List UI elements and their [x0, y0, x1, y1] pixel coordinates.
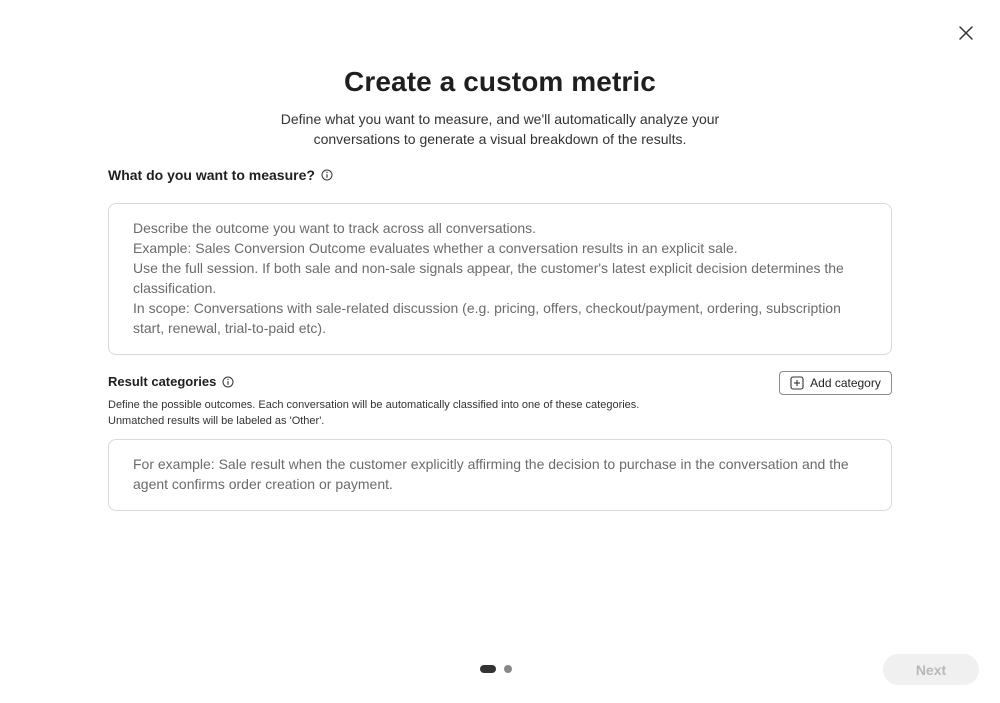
hint-line: Unmatched results will be labeled as 'Other'.: [108, 415, 325, 427]
hint-line: Define the possible outcomes. Each conversation will be automatically classified into one of these categories.: [108, 399, 640, 411]
add-category-label: Add category: [810, 376, 881, 390]
category-textarea[interactable]: [108, 439, 892, 511]
next-button[interactable]: Next: [883, 654, 979, 685]
measure-label-row: [108, 167, 333, 183]
categories-hint: [108, 397, 768, 429]
placeholder-line: Describe the outcome you want to track across all conversations.: [133, 220, 537, 236]
placeholder-text: For example: Sale result when the customer explicitly affirming the decision to purchase in the conversation and the agent confirms order creation or payment.: [133, 456, 849, 492]
page-dot-active[interactable]: [480, 665, 496, 673]
measure-textarea[interactable]: [108, 203, 892, 355]
categories-label-row: [108, 374, 234, 389]
categories-label: Result categories: [108, 374, 217, 389]
placeholder-line: Use the full session. If both sale and non-sale signals appear, the customer's latest explicit decision determines the classification.: [133, 260, 844, 296]
close-button[interactable]: [954, 21, 978, 45]
dialog-title: Create a custom metric: [344, 66, 656, 97]
measure-label: What do you want to measure?: [108, 167, 315, 183]
add-category-button[interactable]: [779, 371, 892, 395]
pagination-dots: [480, 664, 512, 674]
dialog-subtitle: [270, 109, 730, 149]
page-dot[interactable]: [504, 665, 512, 673]
plus-square-icon: [790, 376, 804, 390]
subtitle-line: Define what you want to measure, and we'll automatically analyze your: [280, 111, 720, 127]
close-icon: [958, 25, 974, 41]
info-icon[interactable]: [222, 376, 234, 388]
placeholder-line: In scope: Conversations with sale-related discussion (e.g. pricing, offers, checkout/payment, ordering, subscription start, renewal, trial-to-paid etc).: [133, 300, 841, 336]
subtitle-line: conversations to generate a visual breakdown of the results.: [313, 131, 687, 147]
placeholder-line: Example: Sales Conversion Outcome evaluates whether a conversation results in an explicit sale.: [133, 240, 738, 256]
info-icon[interactable]: [321, 169, 333, 181]
